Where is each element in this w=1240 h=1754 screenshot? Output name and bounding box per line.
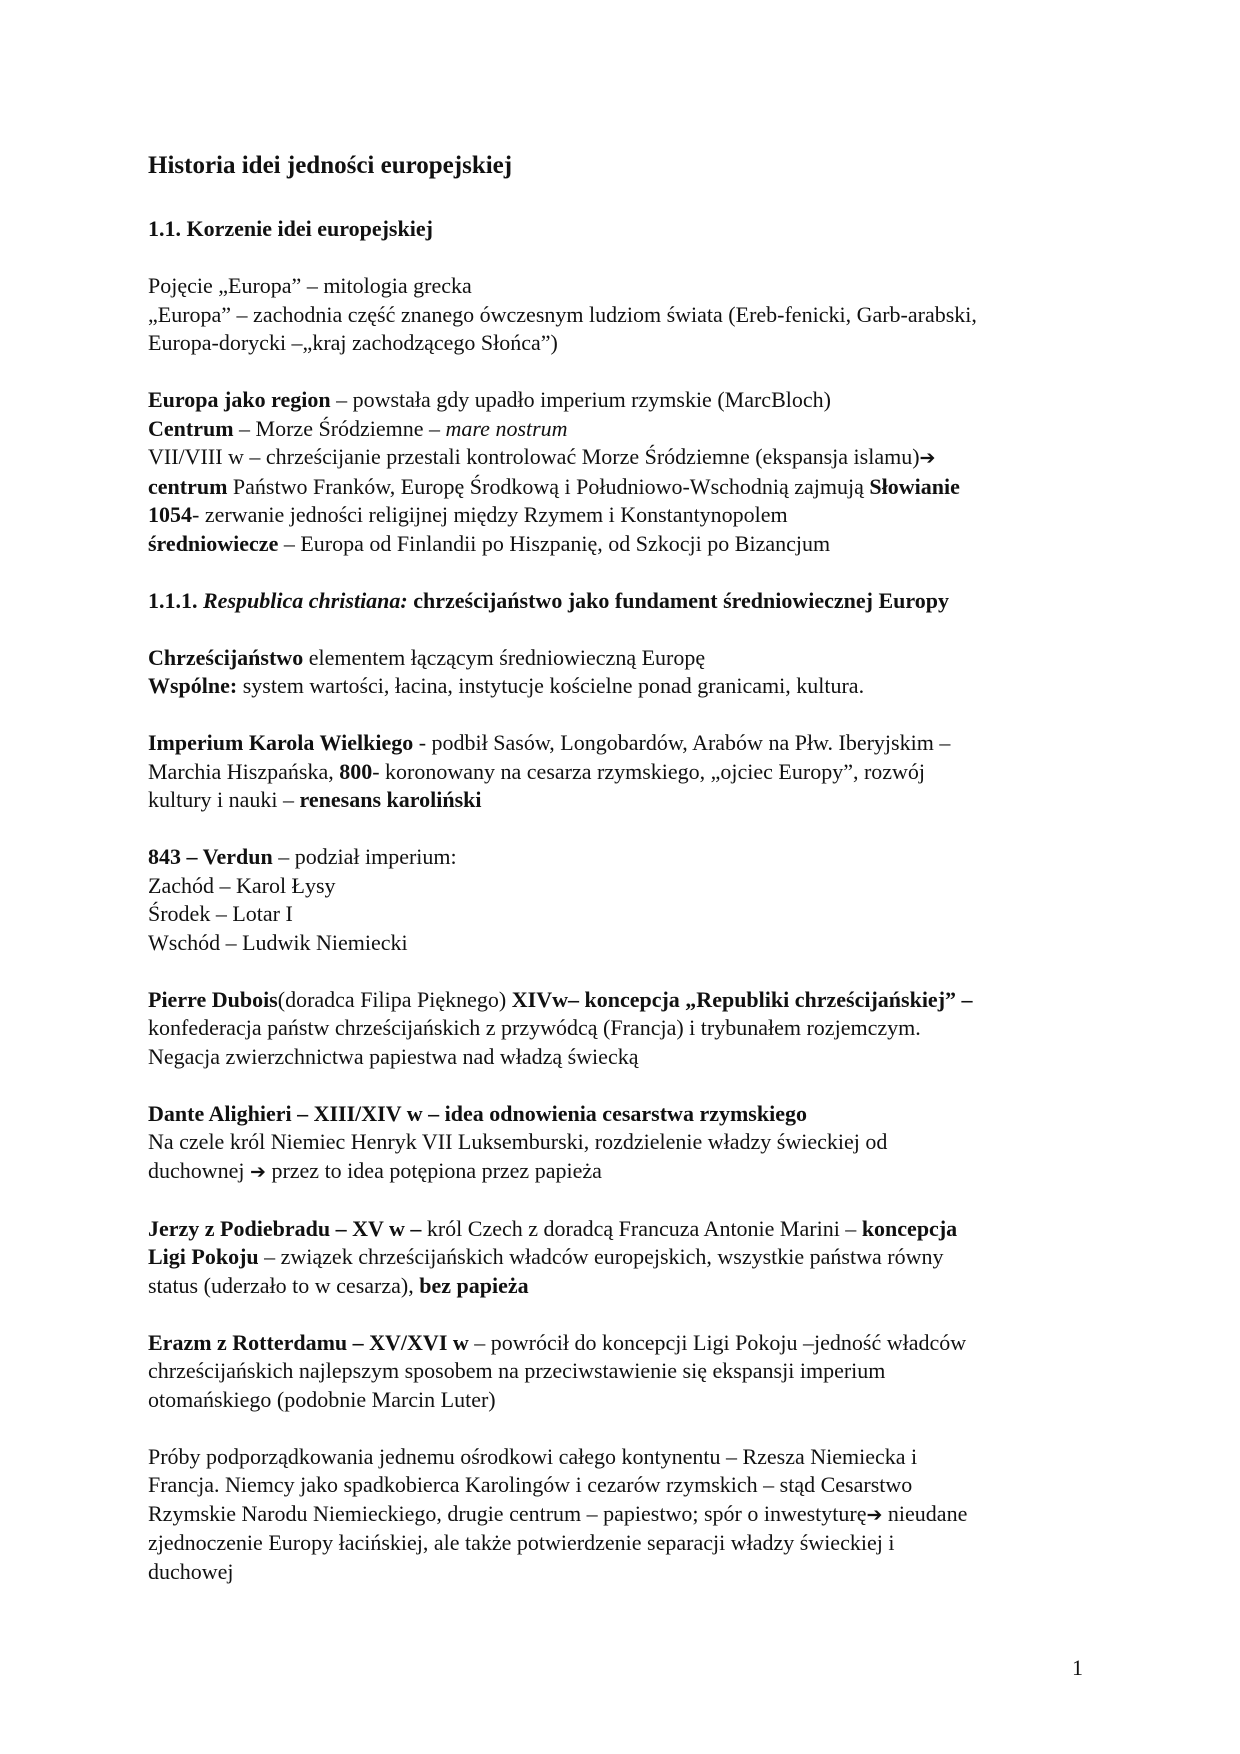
paragraph-dante [148,1100,1108,1187]
text-line: Francja. Niemcy jako spadkobierca Karolingów i cezarów rzymskich – stąd Cesarstwo [148,1472,913,1497]
bold-term: XIVw– koncepcja „Republiki chrześcijańskiej” – [511,986,973,1012]
text-line [148,1157,1108,1187]
text-line [148,843,1108,872]
text-line: chrześcijańskich najlepszym sposobem na przeciwstawienie się ekspansji imperium [148,1358,886,1383]
italic-term: Respublica christiana: [203,587,408,613]
paragraph-jerzy [148,1215,1108,1301]
text-run: - zerwanie jedności religijnej między Rzymem i Konstantynopolem [192,502,788,527]
bold-term: renesans karoliński [299,787,482,812]
paragraph-karol [148,729,1108,815]
text-line: Europa-dorycki –„kraj zachodzącego Słońca”) [148,330,558,355]
text-line [148,1243,1108,1272]
bold-term: Ligi Pokoju [148,1244,259,1269]
paragraph-europa [148,272,1108,358]
text-run: – powstała gdy upadło imperium rzymskie (MarcBloch) [330,387,831,412]
text-run: duchownej [148,1157,251,1183]
paragraph-christ [148,644,1108,701]
text-run: elementem łączącym średniowieczną Europę [303,644,706,670]
text-line [148,758,1108,787]
paragraph-proby [148,1443,1108,1587]
paragraph-verdun [148,843,1108,957]
text-run: (doradca Filipa Pięknego) [277,986,512,1012]
text-line: Środek – Lotar I [148,901,293,926]
bold-term: 800 [339,758,373,784]
text-run: - podbił Sasów, Longobardów, Arabów na Płw. Iberyjskim – [413,730,951,755]
bold-term: Wspólne: [148,673,238,698]
text-line: Pojęcie „Europa” – mitologia grecka [148,273,472,298]
text-run: – Europa od Finlandii po Hiszpanię, od Szkocji po Bizancjum [278,530,831,556]
text-run: - koronowany na cesarza rzymskiego, „ojciec Europy”, rozwój [372,758,926,784]
italic-term: mare nostrum [445,415,568,441]
arrow-right-icon: ➔ [919,447,936,469]
text-line: Próby podporządkowania jednemu ośrodkowi całego kontynentu – Rzesza Niemiecka i [148,1443,918,1469]
page-number: 1 [1072,1655,1083,1680]
text-run: nieudane [882,1500,968,1526]
text-run: król Czech z doradcą Francuza Antonie Marini – [421,1215,862,1241]
text-run: status (uderzało to w cesarza), [148,1272,420,1298]
text-line: Na czele król Niemiec Henryk VII Luksemburski, rozdzielenie władzy świeckiej od [148,1129,888,1154]
text-run: chrześcijaństwo jako fundament średniowiecznej Europy [407,587,949,613]
bold-term: centrum [148,473,228,499]
bold-term: 843 – Verdun [148,844,273,869]
section-heading-1-1-1 [148,587,1108,616]
arrow-right-icon: ➔ [250,1160,266,1183]
bold-term: Pierre Dubois [148,986,278,1012]
bold-term: bez papieża [419,1272,529,1298]
text-line [148,415,1108,444]
text-line [148,530,1108,559]
bold-term: średniowiecze [148,530,279,556]
text-line [148,729,1108,758]
text-line [148,443,1108,473]
text-line [148,473,1108,502]
text-line: Zachód – Karol Łysy [148,872,336,898]
bold-term: Jerzy z Podiebradu – XV w – [148,1215,422,1241]
bold-term: Imperium Karola Wielkiego [148,730,414,755]
text-line [148,1272,1108,1301]
text-line [148,986,1108,1015]
text-line [148,1215,1108,1244]
paragraph-dubois [148,986,1108,1072]
text-line: „Europa” – zachodnia część znanego ówczesnym ludziom świata (Ereb-fenicki, Garb-arabski, [148,301,977,327]
bold-term: 1054 [148,502,192,527]
text-run: – związek chrześcijańskich władców europejskich, wszystkie państwa równy [258,1244,944,1269]
text-line [148,386,1108,415]
text-run: Marchia Hiszpańska, [148,758,340,784]
text-line: konfederacja państw chrześcijańskich z przywódcą (Francja) i trybunałem rozjemczym. [148,1015,921,1040]
bold-term: Europa jako region [148,387,331,412]
text-line [148,1500,1108,1530]
page-title: Historia idei jedności europejskiej [148,152,513,179]
text-run: kultury i nauki – [148,787,300,812]
text-run: przez to idea potępiona przez papieża [265,1157,602,1183]
text-run: – Morze Śródziemne – [233,415,446,441]
text-line: Wschód – Ludwik Niemiecki [148,929,408,955]
text-line [148,644,1108,673]
text-line [148,786,1108,815]
text-run: – podział imperium: [272,844,457,869]
bold-term: koncepcja [861,1215,958,1241]
section-heading-1-1: 1.1. Korzenie idei europejskiej [148,216,433,241]
bold-term: Centrum [148,415,234,441]
bold-term: Słowianie [869,473,960,499]
text-line [148,672,1108,701]
text-run: system wartości, łacina, instytucje kościelne ponad granicami, kultura. [237,673,865,698]
text-run: – powrócił do koncepcji Ligi Pokoju –jedność władców [468,1329,967,1355]
document-body [148,150,1108,1586]
paragraph-erazm [148,1329,1108,1415]
section-number: 1.1.1. [148,587,203,613]
bold-term: Dante Alighieri – XIII/XIV w – idea odnowienia cesarstwa rzymskiego [148,1100,807,1126]
bold-term: Chrześcijaństwo [148,644,304,670]
text-run: Rzymskie Narodu Niemieckiego, drugie centrum – papiestwo; spór o inwestyturę [148,1500,867,1526]
bold-term: Erazm z Rotterdamu – XV/XVI w [148,1329,469,1355]
text-line [148,1100,1108,1129]
text-line [148,501,1108,530]
text-run: Państwo Franków, Europę Środkową i Południowo-Wschodnią zajmują [227,473,870,499]
arrow-right-icon: ➔ [866,1503,883,1526]
text-line: duchowej [148,1558,234,1584]
paragraph-region [148,386,1108,558]
text-run: VII/VIII w – chrześcijanie przestali kontrolować Morze Śródziemne (ekspansja islamu) [148,444,920,469]
text-line: Negacja zwierzchnictwa papiestwa nad władzą świecką [148,1043,639,1069]
text-line: otomańskiego (podobnie Marcin Luter) [148,1386,496,1412]
text-line [148,1329,1108,1358]
text-line: zjednoczenie Europy łacińskiej, ale także potwierdzenie separacji władzy świeckiej i [148,1530,895,1555]
